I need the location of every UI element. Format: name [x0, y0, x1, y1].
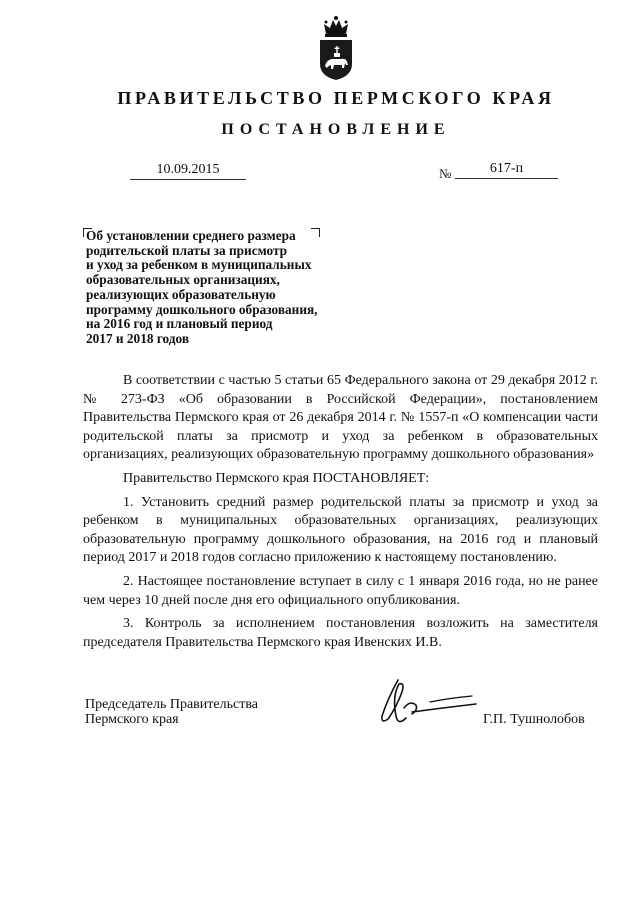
signer-position [85, 697, 258, 727]
number-label: № [439, 166, 452, 181]
coat-of-arms-icon [317, 12, 355, 82]
handwritten-signature-icon [372, 672, 482, 732]
signer-position-line: Председатель Правительства [85, 697, 258, 712]
preamble-paragraph: В соответствии с частью 5 статьи 65 Федерального закона от 29 декабря 2012 г. № 273-ФЗ «Об образовании в Российской Федерации», постановлением Правительства Пермского края от 26 декабря 2014 г. № 1557-п «О компенсации части родительской платы за присмотр и уход за ребенком в образовательных организациях, реализующих образовательную программу дошкольного образования» [83, 373, 598, 463]
decree-date: 10.09.2015 [130, 162, 246, 180]
government-title: ПРАВИТЕЛЬСТВО ПЕРМСКОГО КРАЯ [117, 88, 555, 108]
decree-number: 617-п [455, 161, 558, 179]
subject-line: и уход за ребенком в муниципальных [86, 257, 312, 273]
item-3-paragraph: 3. Контроль за исполнением постановления возложить на заместителя председателя Правительства Пермского края Ивенских И.В. [83, 616, 598, 650]
subject-line: родительской платы за присмотр [86, 242, 288, 258]
item-2-paragraph: 2. Настоящее постановление вступает в силу с 1 января 2016 года, но не ранее чем через 10 дней после дня его официального опубликования. [83, 573, 598, 608]
decree-subject [86, 229, 366, 347]
resolves-paragraph: Правительство Пермского края ПОСТАНОВЛЯЕТ: [123, 470, 430, 486]
document-type-title: ПОСТАНОВЛЕНИЕ [221, 121, 451, 138]
signer-name: Г.П. Тушнолобов [483, 712, 585, 727]
subject-line: на 2016 год и плановый период [86, 316, 273, 332]
subject-line: программу дошкольного образования, [86, 301, 318, 317]
decree-body [83, 372, 598, 652]
subject-line: 2017 и 2018 годов [86, 330, 190, 346]
signer-position-line: Пермского края [85, 712, 179, 727]
item-1-paragraph: 1. Установить средний размер родительской платы за присмотр и уход за ребенком в муниципальных образовательных организациях, реализующих образовательную программу дошкольного образования, на 2016 год и плановый период 2017 и 2018 годов согласно приложению к настоящему постановлению. [83, 494, 598, 566]
subject-line: образовательных организациях, [86, 272, 280, 288]
subject-line: реализующих образовательную [86, 286, 276, 302]
subject-line: Об установлении среднего размера [86, 228, 296, 243]
